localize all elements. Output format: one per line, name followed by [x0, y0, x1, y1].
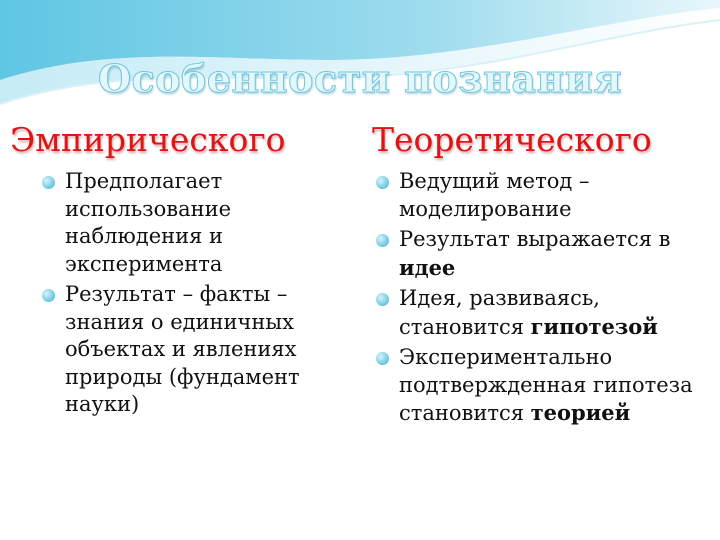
- list-item-text: Ведущий метод – моделирование: [399, 169, 590, 221]
- list-item-bold-term: гипотезой: [530, 313, 658, 339]
- list-item: [372, 226, 712, 282]
- bullet-icon: [376, 352, 389, 365]
- bullet-icon: [42, 176, 55, 189]
- bullet-icon: [376, 234, 389, 247]
- bullet-icon: [42, 289, 55, 302]
- bullet-icon: [376, 293, 389, 306]
- list-item-text: Идея, развиваясь, становится: [399, 286, 600, 339]
- empirical-list: [38, 168, 338, 422]
- bullet-icon: [376, 176, 389, 189]
- list-item-text: Результат выражается в: [399, 227, 671, 251]
- list-item-bold-term: теорией: [530, 400, 631, 425]
- list-item: [372, 285, 712, 341]
- list-item: [372, 344, 712, 428]
- list-item-text: Результат – факты – знания о единичных объектах и явлениях природы (фундамент науки): [65, 282, 300, 416]
- heading-empirical: Эмпирического: [10, 120, 286, 159]
- list-item: [372, 168, 712, 223]
- slide-title: Особенности познания: [97, 56, 623, 101]
- list-item-text: Экспериментально подтвержденная гипотеза становится: [399, 345, 693, 425]
- list-item: [38, 168, 338, 278]
- heading-theoretical: Теоретического: [372, 120, 652, 159]
- list-item: [38, 281, 338, 419]
- list-item-text: Предполагает использование наблюдения и эксперимента: [65, 169, 232, 276]
- list-item-bold-term: идее: [399, 254, 456, 280]
- theoretical-list: [372, 168, 712, 431]
